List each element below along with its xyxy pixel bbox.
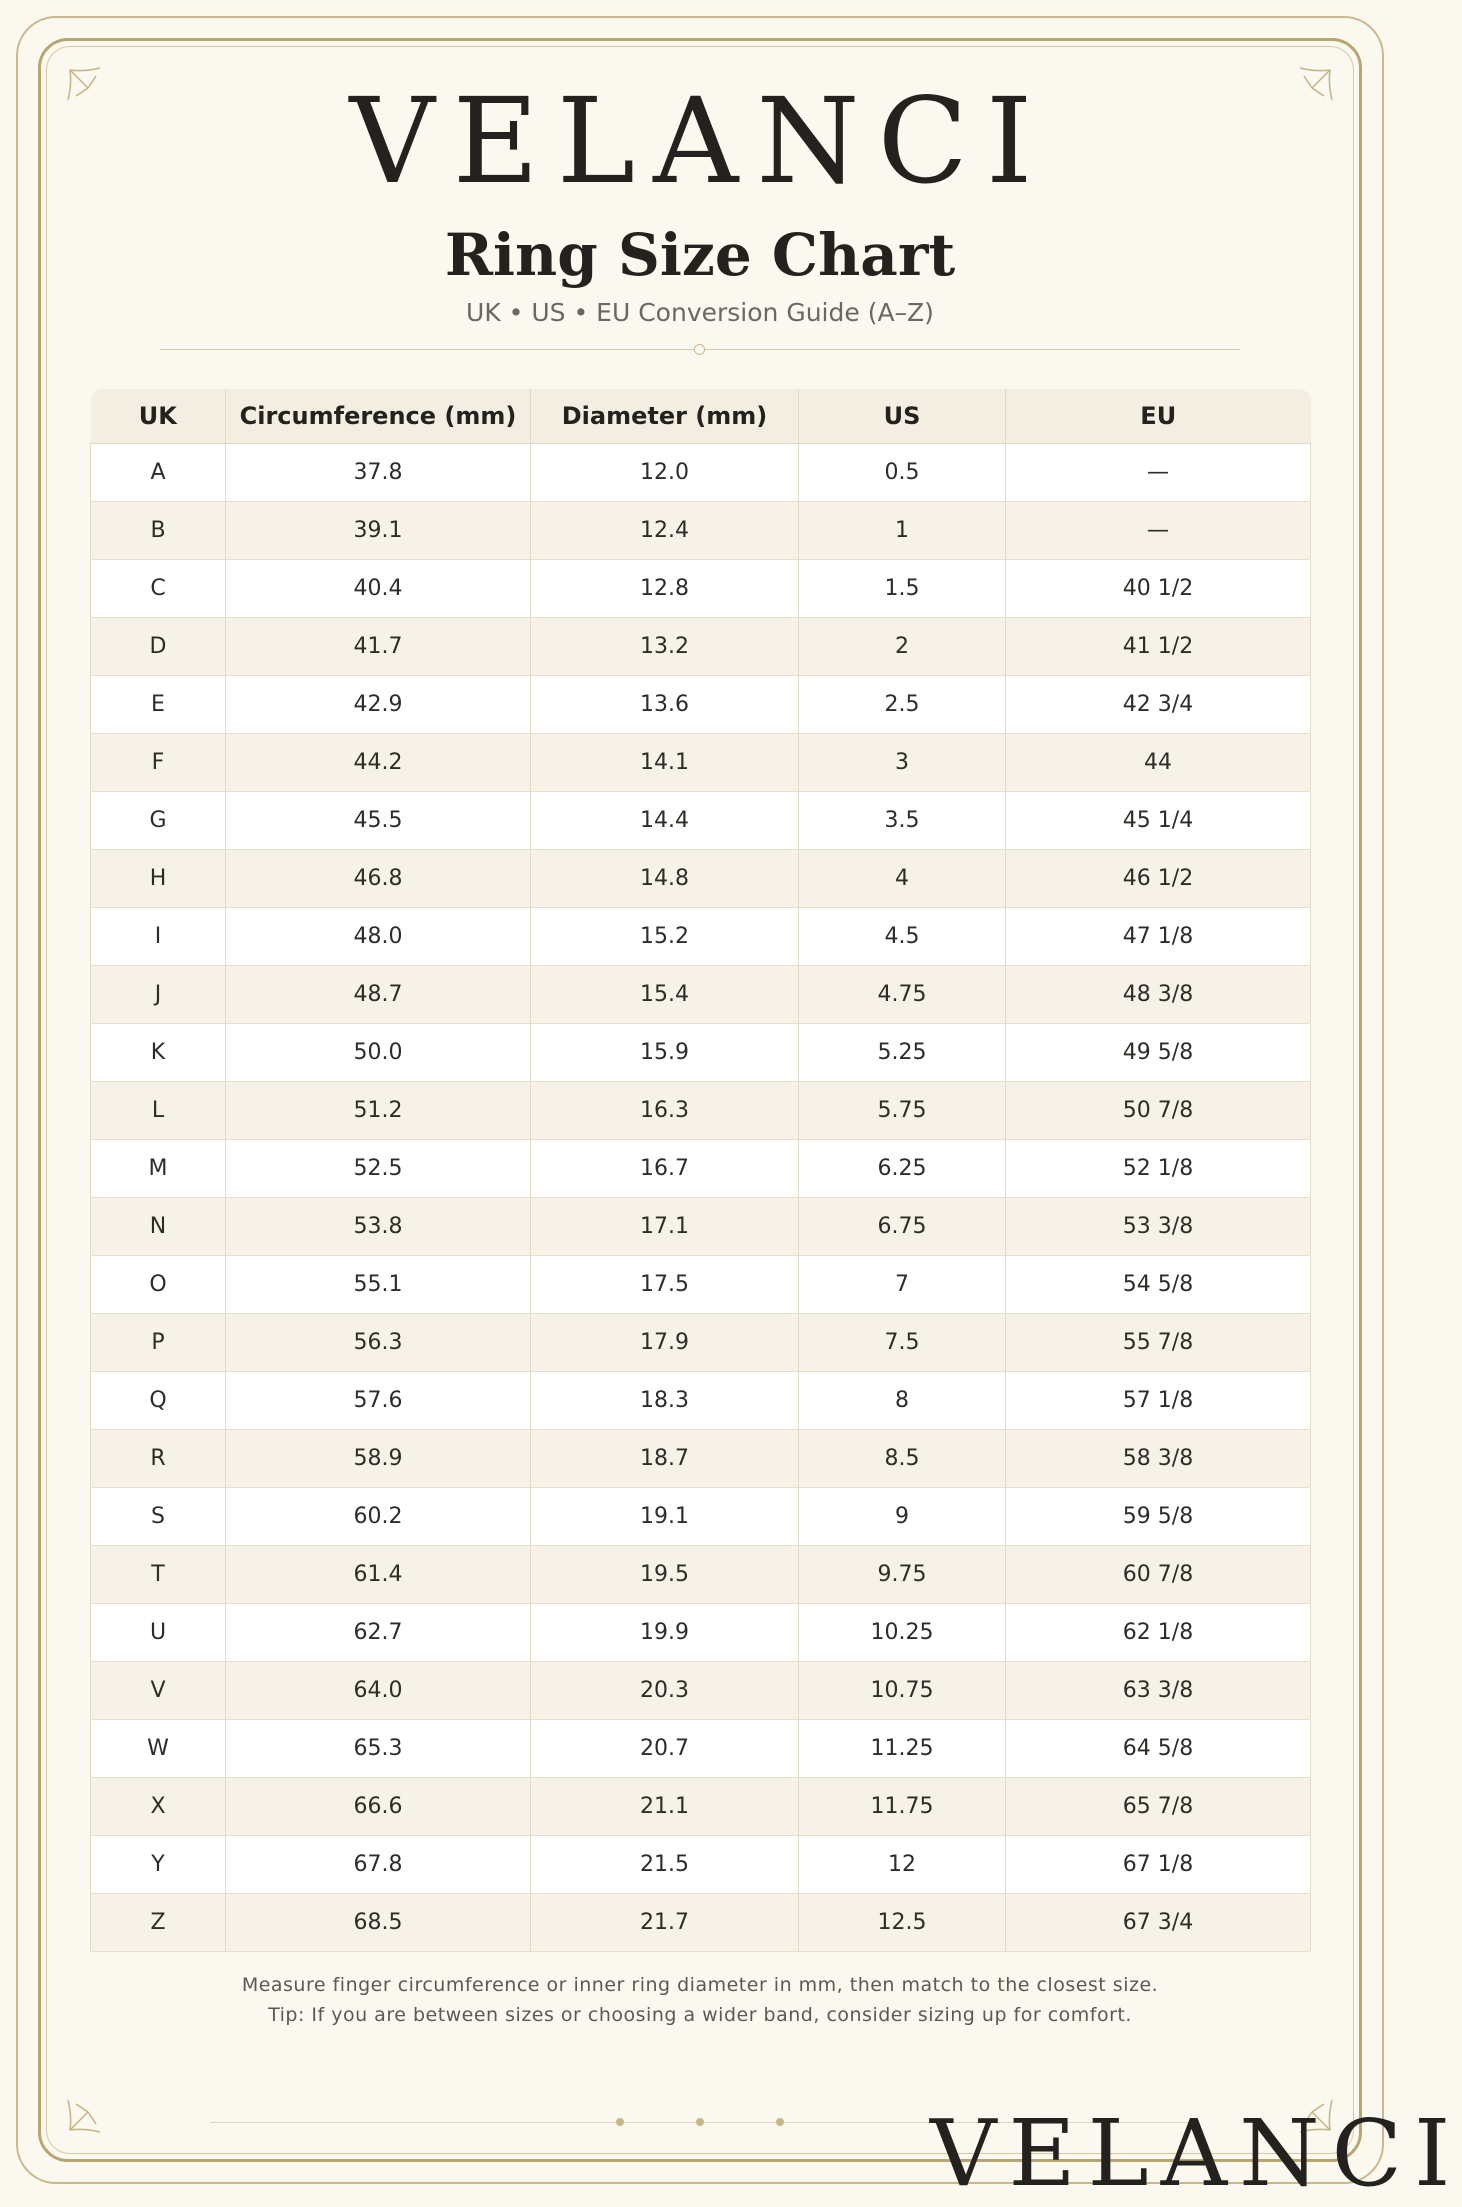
cell-diameter: 15.4 [531,966,799,1024]
table-row [91,444,1311,502]
cell-circumference: 48.0 [226,908,531,966]
table-row [91,1778,1311,1836]
cell-eu: 62 1/8 [1006,1604,1311,1662]
cell-eu: 67 1/8 [1006,1836,1311,1894]
cell-diameter: 12.8 [531,560,799,618]
cell-diameter: 12.0 [531,444,799,502]
cell-us: 5.25 [799,1024,1006,1082]
cell-uk: N [91,1198,226,1256]
cell-eu: — [1006,444,1311,502]
cell-eu: 55 7/8 [1006,1314,1311,1372]
cell-uk: F [91,734,226,792]
cell-circumference: 57.6 [226,1372,531,1430]
cell-circumference: 37.8 [226,444,531,502]
cell-circumference: 66.6 [226,1778,531,1836]
table-row [91,1024,1311,1082]
cell-uk: W [91,1720,226,1778]
table-row [91,1198,1311,1256]
cell-circumference: 68.5 [226,1894,531,1952]
cell-circumference: 52.5 [226,1140,531,1198]
cell-diameter: 19.1 [531,1488,799,1546]
column-header-diameter: Diameter (mm) [531,389,799,444]
cell-us: 11.25 [799,1720,1006,1778]
cell-us: 10.75 [799,1662,1006,1720]
column-header-eu: EU [1006,389,1311,444]
cell-diameter: 21.1 [531,1778,799,1836]
table-row [91,966,1311,1024]
cell-diameter: 16.3 [531,1082,799,1140]
table-row [91,1430,1311,1488]
cell-us: 0.5 [799,444,1006,502]
cell-us: 11.75 [799,1778,1006,1836]
cell-eu: 42 3/4 [1006,676,1311,734]
cell-eu: 48 3/8 [1006,966,1311,1024]
cell-eu: 60 7/8 [1006,1546,1311,1604]
cell-us: 2 [799,618,1006,676]
cell-eu: 57 1/8 [1006,1372,1311,1430]
cell-uk: R [91,1430,226,1488]
cell-eu: 64 5/8 [1006,1720,1311,1778]
cell-us: 9.75 [799,1546,1006,1604]
cell-uk: U [91,1604,226,1662]
cell-uk: X [91,1778,226,1836]
footer-brand-logo: VELANCI [930,2100,1462,2207]
cell-eu: 58 3/8 [1006,1430,1311,1488]
table-row [91,792,1311,850]
cell-us: 8 [799,1372,1006,1430]
cell-us: 9 [799,1488,1006,1546]
column-header-uk: UK [91,389,226,444]
cell-eu: 67 3/4 [1006,1894,1311,1952]
cell-eu: 45 1/4 [1006,792,1311,850]
cell-uk: V [91,1662,226,1720]
footer-dot [776,2118,784,2126]
cell-us: 1 [799,502,1006,560]
cell-eu: 47 1/8 [1006,908,1311,966]
cell-diameter: 21.7 [531,1894,799,1952]
sizing-tip: Tip: If you are between sizes or choosing a wider band, consider sizing up for comfort. [268,2004,1132,2026]
table-row [91,734,1311,792]
cell-circumference: 67.8 [226,1836,531,1894]
cell-uk: H [91,850,226,908]
cell-uk: B [91,502,226,560]
cell-diameter: 17.1 [531,1198,799,1256]
cell-us: 2.5 [799,676,1006,734]
cell-diameter: 18.3 [531,1372,799,1430]
cell-diameter: 20.3 [531,1662,799,1720]
cell-circumference: 48.7 [226,966,531,1024]
cell-uk: G [91,792,226,850]
cell-diameter: 17.5 [531,1256,799,1314]
cell-diameter: 20.7 [531,1720,799,1778]
cell-circumference: 46.8 [226,850,531,908]
cell-uk: L [91,1082,226,1140]
cell-eu: 54 5/8 [1006,1256,1311,1314]
cell-us: 4.5 [799,908,1006,966]
cell-eu: 65 7/8 [1006,1778,1311,1836]
table-row [91,1488,1311,1546]
cell-us: 12 [799,1836,1006,1894]
cell-eu: 46 1/2 [1006,850,1311,908]
cell-diameter: 14.8 [531,850,799,908]
column-header-circumference: Circumference (mm) [226,389,531,444]
divider-ornament [694,344,705,355]
table-row [91,908,1311,966]
cell-us: 10.25 [799,1604,1006,1662]
cell-circumference: 56.3 [226,1314,531,1372]
cell-diameter: 17.9 [531,1314,799,1372]
cell-diameter: 13.6 [531,676,799,734]
table-row [91,618,1311,676]
cell-us: 6.75 [799,1198,1006,1256]
cell-diameter: 12.4 [531,502,799,560]
ring-size-table [90,389,1310,1952]
cell-us: 12.5 [799,1894,1006,1952]
cell-us: 6.25 [799,1140,1006,1198]
table-row [91,1314,1311,1372]
cell-diameter: 14.1 [531,734,799,792]
table-row [91,1546,1311,1604]
cell-uk: Z [91,1894,226,1952]
cell-uk: I [91,908,226,966]
table-row [91,1894,1311,1952]
cell-eu: 40 1/2 [1006,560,1311,618]
cell-us: 5.75 [799,1082,1006,1140]
footer-dot [696,2118,704,2126]
cell-circumference: 50.0 [226,1024,531,1082]
cell-us: 4 [799,850,1006,908]
cell-us: 7 [799,1256,1006,1314]
cell-diameter: 15.2 [531,908,799,966]
cell-circumference: 44.2 [226,734,531,792]
cell-diameter: 19.9 [531,1604,799,1662]
cell-circumference: 39.1 [226,502,531,560]
cell-diameter: 16.7 [531,1140,799,1198]
measurement-note: Measure finger circumference or inner ring diameter in mm, then match to the closest size. [241,1974,1159,1996]
page-title: Ring Size Chart [444,221,956,289]
cell-circumference: 64.0 [226,1662,531,1720]
cell-circumference: 51.2 [226,1082,531,1140]
table-row [91,1836,1311,1894]
table-row [91,676,1311,734]
cell-uk: J [91,966,226,1024]
cell-us: 3.5 [799,792,1006,850]
cell-circumference: 61.4 [226,1546,531,1604]
cell-circumference: 55.1 [226,1256,531,1314]
cell-uk: K [91,1024,226,1082]
cell-circumference: 53.8 [226,1198,531,1256]
column-header-us: US [799,389,1006,444]
cell-uk: A [91,444,226,502]
cell-circumference: 41.7 [226,618,531,676]
cell-uk: Y [91,1836,226,1894]
cell-diameter: 19.5 [531,1546,799,1604]
cell-uk: E [91,676,226,734]
table-row [91,1720,1311,1778]
table-row [91,560,1311,618]
cell-uk: P [91,1314,226,1372]
cell-diameter: 15.9 [531,1024,799,1082]
corner-ornament-icon [66,2084,116,2134]
cell-us: 4.75 [799,966,1006,1024]
table-row [91,1256,1311,1314]
table-row [91,502,1311,560]
cell-us: 1.5 [799,560,1006,618]
cell-eu: 44 [1006,734,1311,792]
cell-us: 8.5 [799,1430,1006,1488]
cell-eu: 52 1/8 [1006,1140,1311,1198]
cell-uk: M [91,1140,226,1198]
cell-circumference: 40.4 [226,560,531,618]
cell-circumference: 45.5 [226,792,531,850]
cell-uk: S [91,1488,226,1546]
cell-circumference: 58.9 [226,1430,531,1488]
cell-eu: — [1006,502,1311,560]
cell-circumference: 60.2 [226,1488,531,1546]
cell-uk: Q [91,1372,226,1430]
cell-circumference: 65.3 [226,1720,531,1778]
table-row [91,1082,1311,1140]
cell-eu: 50 7/8 [1006,1082,1311,1140]
table-row [91,1662,1311,1720]
cell-circumference: 42.9 [226,676,531,734]
cell-eu: 63 3/8 [1006,1662,1311,1720]
table-row [91,1372,1311,1430]
cell-eu: 41 1/2 [1006,618,1311,676]
cell-eu: 53 3/8 [1006,1198,1311,1256]
cell-circumference: 62.7 [226,1604,531,1662]
cell-us: 3 [799,734,1006,792]
cell-uk: C [91,560,226,618]
table-row [91,1140,1311,1198]
cell-eu: 49 5/8 [1006,1024,1311,1082]
cell-diameter: 21.5 [531,1836,799,1894]
table-row [91,1604,1311,1662]
brand-logo: VELANCI [349,72,1051,210]
footer-dot [616,2118,624,2126]
cell-uk: T [91,1546,226,1604]
cell-uk: O [91,1256,226,1314]
cell-diameter: 14.4 [531,792,799,850]
page-subtitle: UK • US • EU Conversion Guide (A–Z) [466,298,934,327]
table-header-row [91,389,1311,444]
cell-eu: 59 5/8 [1006,1488,1311,1546]
table-body [91,444,1311,1952]
cell-diameter: 13.2 [531,618,799,676]
cell-diameter: 18.7 [531,1430,799,1488]
cell-uk: D [91,618,226,676]
table-row [91,850,1311,908]
cell-us: 7.5 [799,1314,1006,1372]
